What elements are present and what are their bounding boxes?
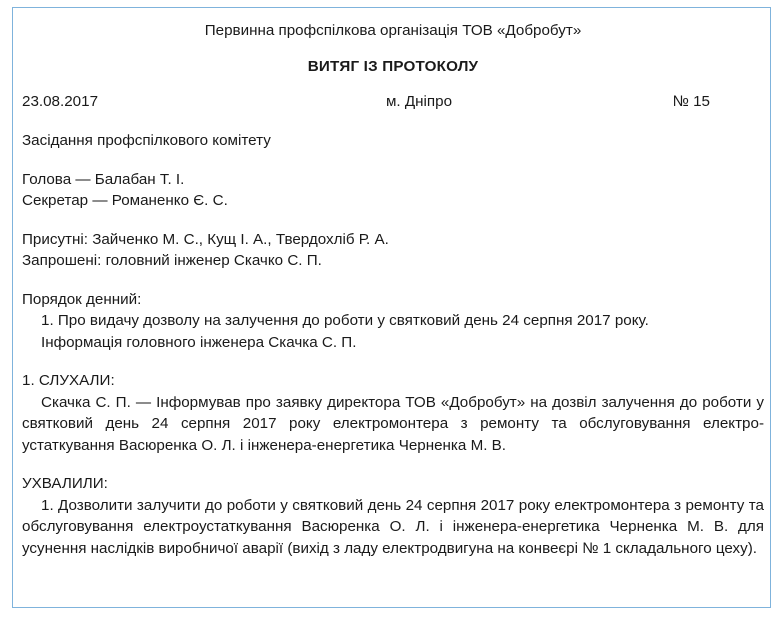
resolved-text: 1. Дозволити залучити до роботи у святковий день 24 серпня 2017 року електромонтера з ремонту та обслуговування електроустаткування Васюренка О. Л. і інженера-енергетика Черненка М. В. для усунення наслідків виробничої аварії (вихід з ладу електродвигуна на конвеєрі № 1 складального цеху).	[22, 496, 764, 557]
agenda-heading: Порядок денний:	[22, 290, 142, 308]
organization-name: Первинна профспілкова організація ТОВ «Добробут»	[204, 22, 582, 39]
meeting-type: Засідання профспілкового комітету	[22, 132, 271, 149]
invited-list: Запрошені: головний інженер Скачко С. П.	[22, 252, 322, 269]
document-number: № 15	[672, 93, 710, 110]
heard-heading: 1. СЛУХАЛИ:	[22, 372, 115, 389]
present-list: Присутні: Зайченко М. С., Кущ І. А., Твердохліб Р. А.	[22, 230, 389, 248]
protocol-document	[22, 20, 764, 559]
document-meta	[22, 91, 764, 113]
chair: Голова — Балабан Т. І.	[22, 170, 185, 188]
resolved-heading: УХВАЛИЛИ:	[22, 475, 108, 492]
document-title: ВИТЯГ ІЗ ПРОТОКОЛУ	[307, 58, 479, 75]
agenda-item-info: Інформація головного інженера Скачка С. П.	[41, 333, 357, 351]
secretary: Секретар — Романенко Є. С.	[22, 192, 228, 209]
agenda-item: 1. Про видачу дозволу на залучення до роботи у святковий день 24 серпня 2017 року.	[41, 312, 649, 329]
heard-text: Скачка С. П. — Інформував про заявку директора ТОВ «Добробут» на дозвіл залучення до роботи у святковий день 24 серпня 2017 року електромонтера з ремонту та обслуговування електро-устаткування Васюренка О. Л. і інженера-енергетика Черненка М. В.	[22, 393, 764, 454]
document-date: 23.08.2017	[22, 93, 99, 110]
document-city: м. Дніпро	[385, 93, 453, 110]
